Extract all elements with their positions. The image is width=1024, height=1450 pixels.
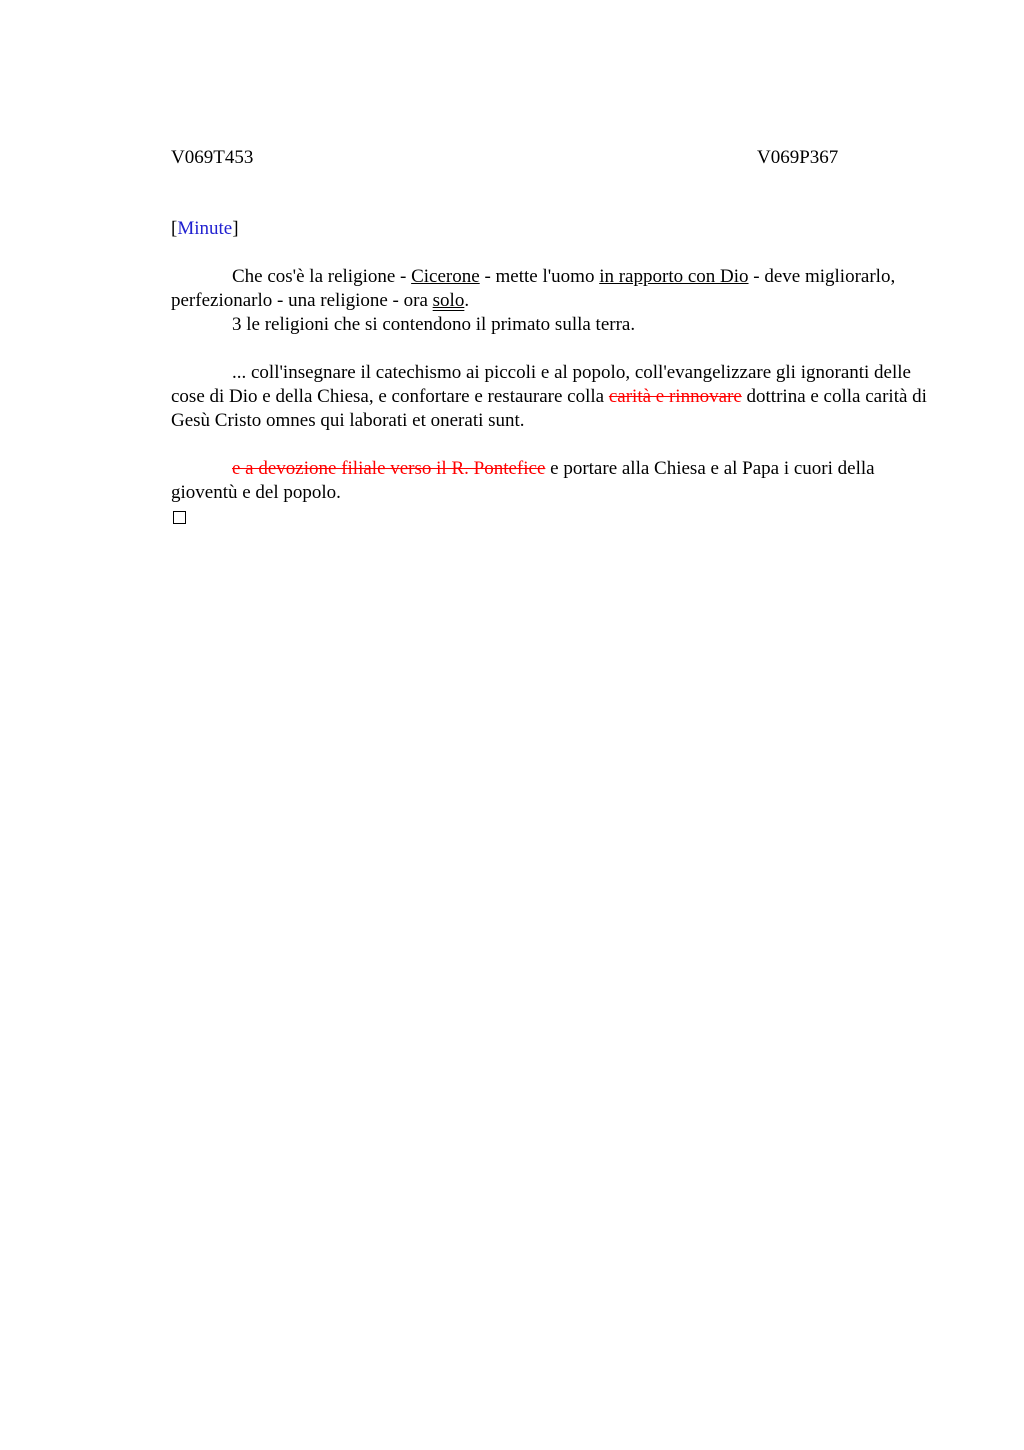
underlined-text: Cicerone bbox=[411, 266, 480, 287]
bracket-close: ] bbox=[232, 218, 239, 239]
text-run: Che cos'è la religione - bbox=[232, 266, 412, 287]
paragraph-three-religions: 3 le religioni che si contendono il primato sulla terra. bbox=[232, 314, 636, 335]
underlined-text: in rapporto con Dio bbox=[599, 266, 749, 287]
text-run: - mette l'uomo bbox=[479, 266, 600, 287]
deleted-text: e a devozione filiale verso il R. Pontefice bbox=[232, 458, 546, 479]
text-run: . bbox=[464, 290, 470, 311]
double-underlined-text: solo bbox=[432, 290, 465, 311]
paragraph-religion bbox=[171, 265, 931, 313]
text-run: dottrina e colla carità di Gesù Cristo omnes qui laborati et onerati sunt. bbox=[171, 386, 927, 431]
spacer bbox=[171, 337, 931, 361]
text-run: e portare alla Chiesa e al Papa i cuori della gioventù e del popolo. bbox=[171, 458, 875, 503]
square-outline-icon bbox=[173, 511, 186, 524]
spacer bbox=[171, 433, 931, 457]
section-label: Minute bbox=[177, 218, 233, 239]
paragraph-catechism bbox=[171, 361, 931, 433]
section-heading bbox=[171, 217, 931, 241]
document-code-left: V069T453 bbox=[171, 147, 254, 168]
text-run: - deve migliorarlo, perfezionarlo - una religione - ora bbox=[171, 266, 896, 311]
document-code-right: V069P367 bbox=[757, 147, 839, 168]
bracket-open: [ bbox=[171, 218, 178, 239]
deleted-text: carità e rinnovare bbox=[608, 386, 742, 407]
text-run: ... coll'insegnare il catechismo ai piccoli e al popolo, coll'evangelizzare gli ignoranti delle cose di Dio e della Chiesa, e confortare e restaurare colla bbox=[171, 362, 911, 407]
document-body bbox=[171, 217, 931, 524]
paragraph-youth bbox=[171, 457, 931, 505]
